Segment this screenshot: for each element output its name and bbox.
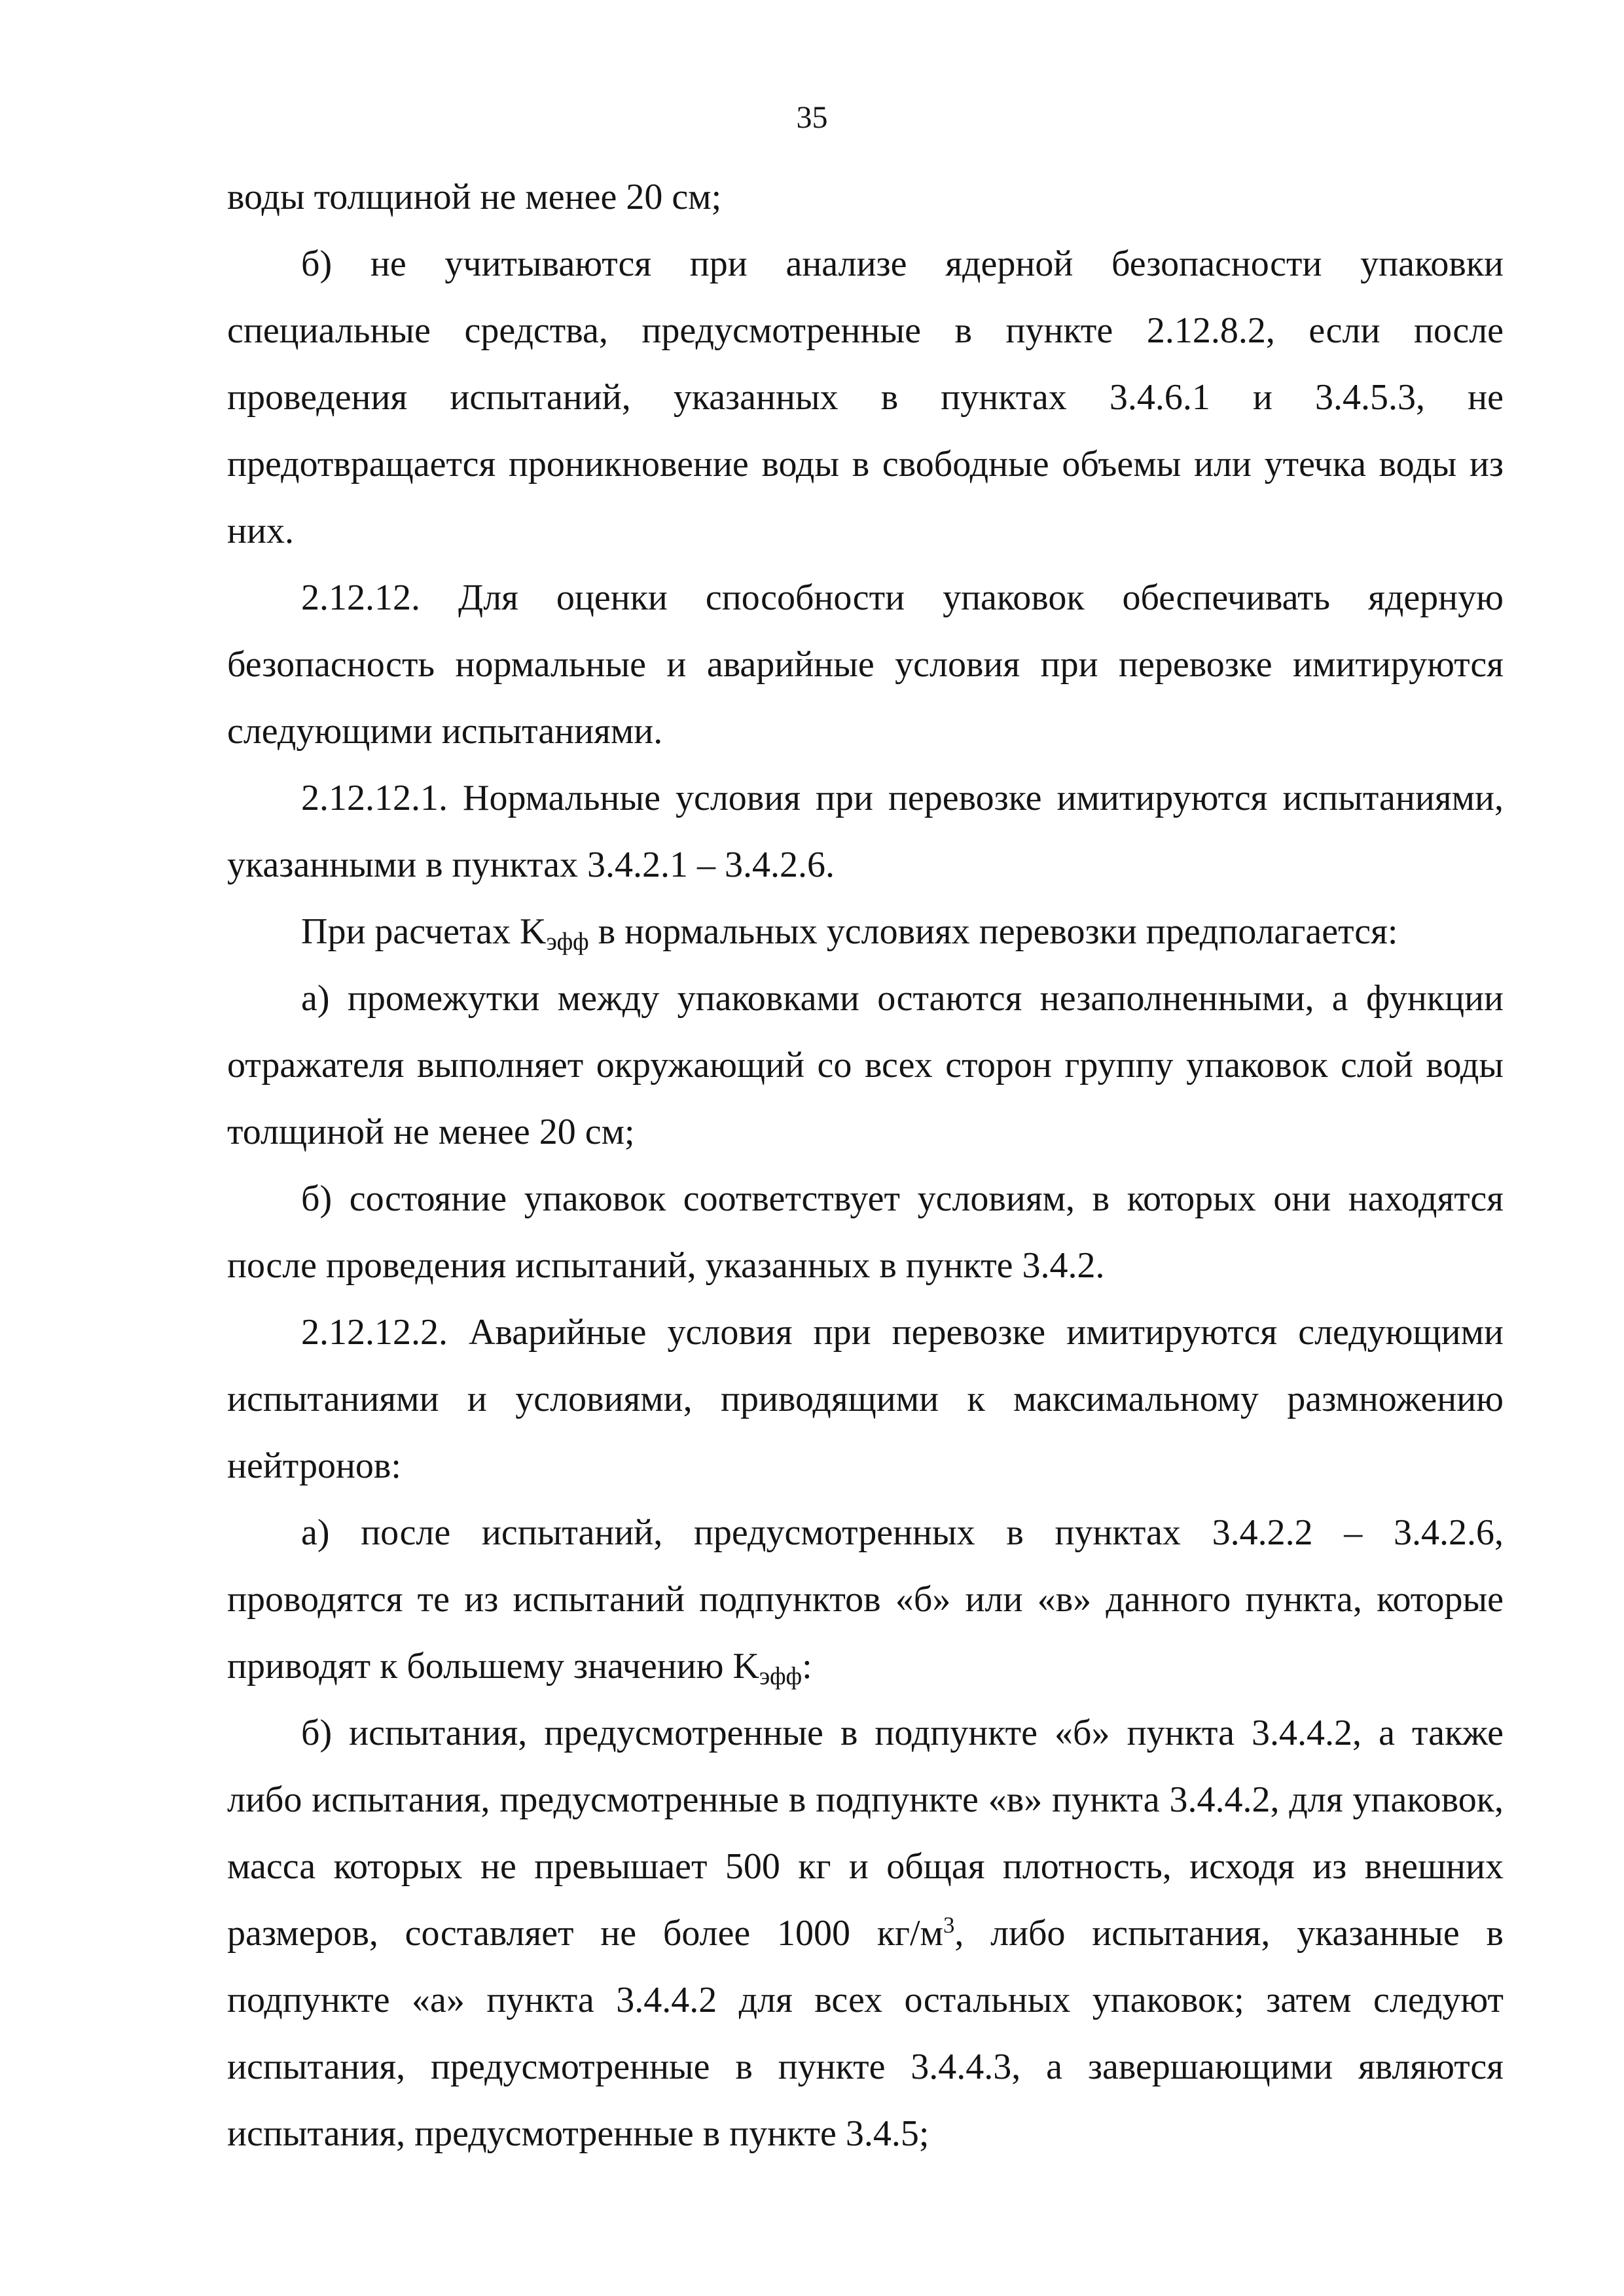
text-segment: б) испытания, предусмотренные в подпункте «б» пункта 3.4.4.2, а также либо испытания, предусмотренные в подпункте «в» пункта 3.4.4.2, для упаковок, масса которых не превышает 500 кг и общая плотность, исходя из внешних размеров, составляет не более 1000 кг/м <box>227 1713 1504 1954</box>
text-segment: , либо испытания, указанные в подпункте «а» пункта 3.4.4.2 для всех остальных упаковок; затем следуют испытания, предусмотренные в пункте 3.4.4.3, а завершающими являются испытания, предусмотренные в пункте 3.4.5; <box>227 1913 1504 2154</box>
paragraph-item-b-state: б) состояние упаковок соответствует условиям, в которых они находятся после проведения испытаний, указанных в пункте 3.4.2. <box>227 1178 1504 1286</box>
subscript-eff: эфф <box>759 1662 803 1690</box>
superscript-cubed: 3 <box>943 1912 955 1938</box>
document-body <box>227 164 1504 2167</box>
paragraph-item-a-gaps: а) промежутки между упаковками остаются незаполненными, а функции отражателя выполняет окружающий со всех сторон группу упаковок слой воды толщиной не менее 20 см; <box>227 978 1504 1152</box>
paragraph-continuation: воды толщиной не менее 20 см; <box>227 177 722 217</box>
text-segment: : <box>802 1646 812 1686</box>
paragraph-2-12-12: 2.12.12. Для оценки способности упаковок обеспечивать ядерную безопасность нормальные и аварийные условия при перевозке имитируются следующими испытаниями. <box>227 577 1504 752</box>
subscript-eff: эфф <box>546 928 589 956</box>
paragraph-keff-normal <box>227 898 1504 965</box>
paragraph-item-b-tests <box>227 1700 1504 2167</box>
text-segment: При расчетах K <box>301 911 547 952</box>
paragraph-item-b-special-means: б) не учитываются при анализе ядерной безопасности упаковки специальные средства, предусмотренные в пункте 2.12.8.2, если после проведения испытаний, указанных в пунктах 3.4.6.1 и 3.4.5.3, не предотвращается проникновение воды в свободные объемы или утечка воды из них. <box>227 244 1504 551</box>
text-segment: а) после испытаний, предусмотренных в пунктах 3.4.2.2 – 3.4.2.6, проводятся те из испытаний подпунктов «б» или «в» данного пункта, которые приводят к большему значению K <box>227 1512 1504 1686</box>
text-segment: в нормальных условиях перевозки предполагается: <box>588 911 1398 952</box>
page-number: 35 <box>796 100 828 135</box>
paragraph-2-12-12-2: 2.12.12.2. Аварийные условия при перевозке имитируются следующими испытаниями и условиями, приводящими к максимальному размножению нейтронов: <box>227 1312 1504 1486</box>
paragraph-item-a-after-tests <box>227 1499 1504 1700</box>
paragraph-2-12-12-1: 2.12.12.1. Нормальные условия при перевозке имитируются испытаниями, указанными в пунктах 3.4.2.1 – 3.4.2.6. <box>227 778 1504 885</box>
